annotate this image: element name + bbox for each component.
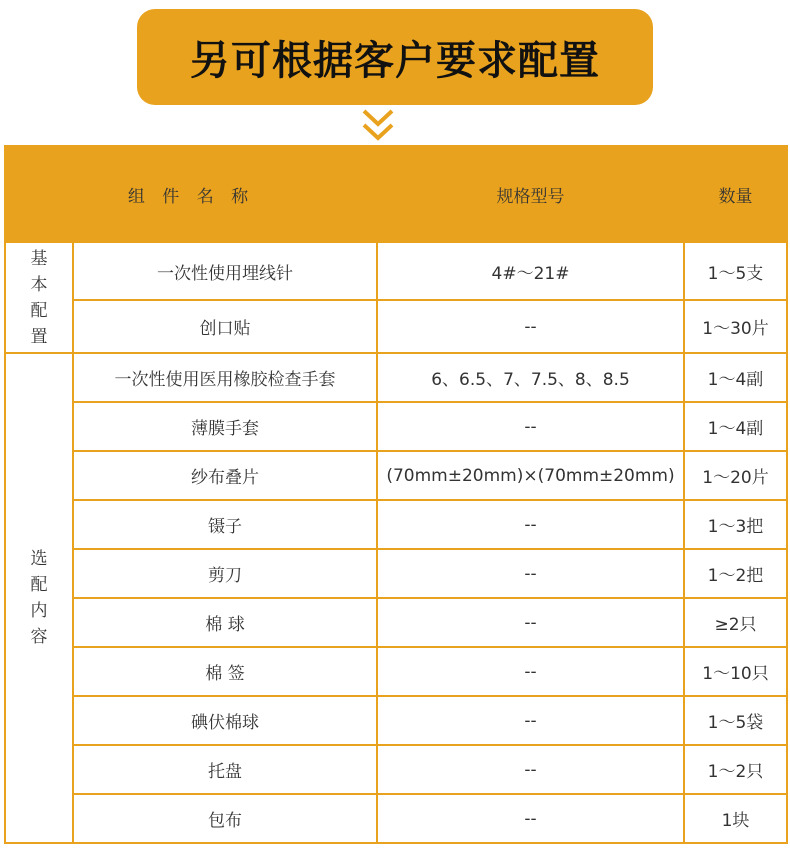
table-row	[5, 402, 787, 451]
item-name: 创口贴	[73, 300, 377, 353]
item-qty: ≥2只	[684, 598, 787, 647]
header-quantity: 数量	[684, 146, 787, 242]
table-row	[5, 549, 787, 598]
header-component-name: 组 件 名 称	[5, 146, 377, 242]
item-name: 镊子	[73, 500, 377, 549]
group-label-basic: 基 本 配 置	[5, 242, 73, 353]
item-spec: --	[377, 696, 684, 745]
item-name: 棉 签	[73, 647, 377, 696]
table-row	[5, 598, 787, 647]
item-qty: 1～2只	[684, 745, 787, 794]
item-qty: 1块	[684, 794, 787, 843]
table-row	[5, 500, 787, 549]
item-qty: 1～10只	[684, 647, 787, 696]
item-qty: 1～3把	[684, 500, 787, 549]
item-name: 剪刀	[73, 549, 377, 598]
item-spec: --	[377, 794, 684, 843]
item-qty: 1～4副	[684, 402, 787, 451]
item-spec: 6、6.5、7、7.5、8、8.5	[377, 353, 684, 402]
item-name: 棉 球	[73, 598, 377, 647]
table-row	[5, 300, 787, 353]
item-name: 包布	[73, 794, 377, 843]
item-qty: 1～2把	[684, 549, 787, 598]
item-spec: --	[377, 402, 684, 451]
table-row	[5, 353, 787, 402]
item-spec: --	[377, 300, 684, 353]
table-row	[5, 696, 787, 745]
item-name: 一次性使用医用橡胶检查手套	[73, 353, 377, 402]
item-name: 碘伏棉球	[73, 696, 377, 745]
item-qty: 1～5袋	[684, 696, 787, 745]
item-spec: --	[377, 549, 684, 598]
item-qty: 1～4副	[684, 353, 787, 402]
item-spec: --	[377, 500, 684, 549]
item-name: 托盘	[73, 745, 377, 794]
group-label-optional: 选 配 内 容	[5, 353, 73, 843]
item-name: 薄膜手套	[73, 402, 377, 451]
item-qty: 1～5支	[684, 242, 787, 300]
title-banner	[137, 9, 653, 105]
item-spec: 4#～21#	[377, 242, 684, 300]
banner-title: 另可根据客户要求配置	[190, 37, 600, 84]
configuration-table	[4, 145, 788, 844]
table-row	[5, 745, 787, 794]
table-row	[5, 794, 787, 843]
item-name: 一次性使用埋线针	[73, 242, 377, 300]
item-spec: --	[377, 647, 684, 696]
table-row	[5, 647, 787, 696]
item-qty: 1～30片	[684, 300, 787, 353]
item-spec: (70mm±20mm)×(70mm±20mm)	[377, 451, 684, 500]
item-spec: --	[377, 598, 684, 647]
table-row	[5, 451, 787, 500]
item-name: 纱布叠片	[73, 451, 377, 500]
table-row	[5, 242, 787, 300]
item-spec: --	[377, 745, 684, 794]
header-spec-model: 规格型号	[377, 146, 684, 242]
table-header-row	[5, 146, 787, 242]
double-chevron-down-icon	[361, 108, 395, 142]
item-qty: 1～20片	[684, 451, 787, 500]
